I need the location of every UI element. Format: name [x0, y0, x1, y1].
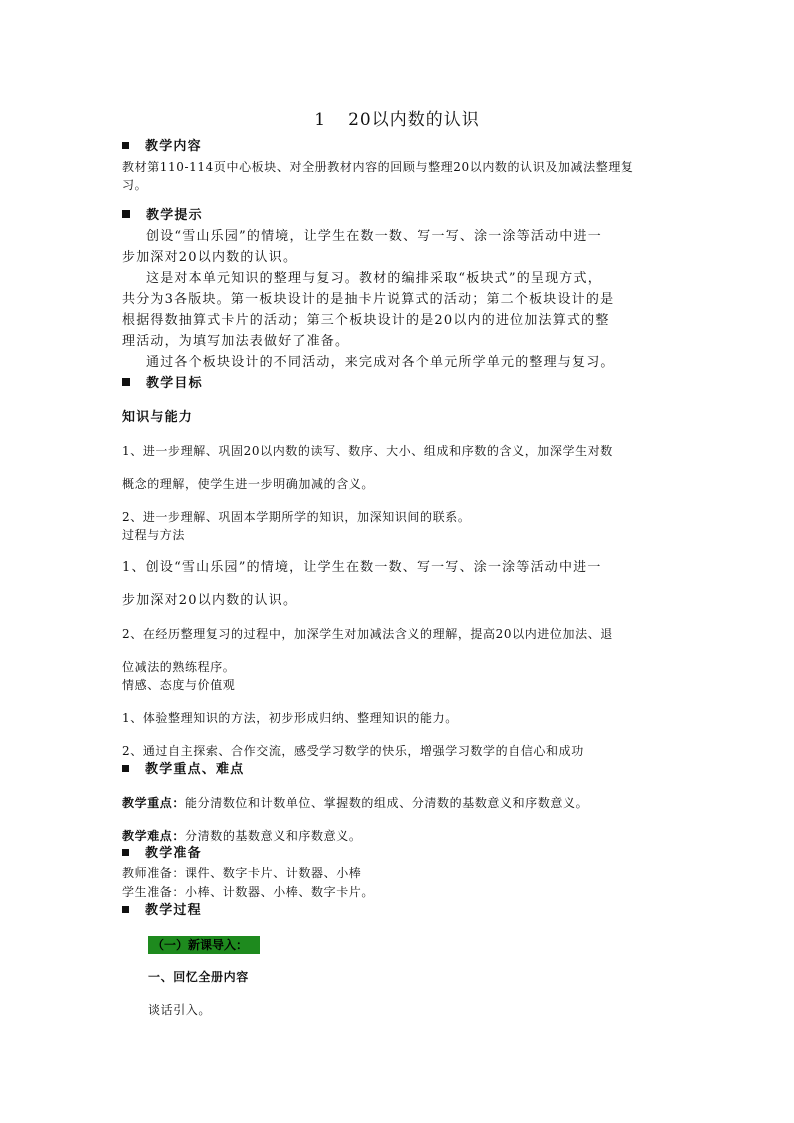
keypoint-text: 能分清数位和计数单位、掌握数的组成、分清数的基数意义和序数意义。: [185, 796, 589, 810]
emotion-line-2: 2、通过自主探索、合作交流，感受学习数学的快乐，增强学习数学的自信心和成功: [122, 744, 584, 758]
step1-subheading: 一、回忆全册内容: [148, 970, 249, 984]
bullet-icon: [122, 765, 129, 772]
tips-line-1: 创设“雪山乐园”的情境，让学生在数一数、写一写、涂一涂等活动中进一: [146, 229, 602, 244]
heading-prep: 教学准备: [122, 846, 202, 862]
content-line-2: 习。: [122, 178, 148, 192]
heading-process: 过程与方法: [122, 528, 186, 542]
tips-line-5: 根据得数抽算式卡片的活动；第三个板块设计的是20以内的进位加法算式的整: [122, 313, 610, 328]
bullet-icon: [122, 142, 129, 149]
title-text: 20以内数的认识: [348, 110, 480, 130]
heading-goals: 教学目标: [122, 376, 203, 392]
keypoint-line: [122, 795, 588, 811]
knowledge-line-2: 概念的理解，使学生进一步明确加减的含义。: [122, 477, 375, 491]
heading-emotion: 情感、态度与价值观: [122, 678, 236, 692]
difficulty-text: 分清数的基数意义和序数意义。: [185, 829, 362, 843]
bullet-icon: [122, 906, 129, 913]
heading-content: 教学内容: [122, 139, 202, 155]
tips-line-6: 理活动，为填写加法表做好了准备。: [122, 334, 350, 349]
knowledge-line-1: 1、进一步理解、巩固20以内数的读写、数序、大小、组成和序数的含义，加深学生对数: [122, 444, 613, 458]
prep-student: 学生准备：小棒、计数器、小棒、数字卡片。: [122, 885, 375, 899]
content-line-1: 教材第110-114页中心板块、对全册教材内容的回顾与整理20以内数的认识及加减法整理复: [122, 160, 634, 174]
heading-tips: 教学提示: [122, 208, 203, 224]
tips-line-3: 这是对本单元知识的整理与复习。教材的编排采取“板块式”的呈现方式，: [146, 271, 602, 286]
emotion-line-1: 1、体验整理知识的方法，初步形成归纳、整理知识的能力。: [122, 711, 458, 725]
heading-keypoints: 教学重点、难点: [122, 762, 244, 778]
bullet-icon: [122, 849, 129, 856]
page-title: [0, 105, 794, 130]
title-number: 1: [314, 110, 327, 130]
bullet-icon: [122, 210, 130, 218]
tips-line-4: 共分为3各版块。第一板块设计的是抽卡片说算式的活动；第二个板块设计的是: [122, 292, 615, 307]
step1-text: 谈话引入。: [148, 1003, 212, 1017]
process-line-1: 1、创设“雪山乐园”的情境，让学生在数一数、写一写、涂一涂等活动中进一: [122, 560, 602, 575]
knowledge-line-3: 2、进一步理解、巩固本学期所学的知识，加深知识间的联系。: [122, 510, 471, 524]
difficulty-line: [122, 828, 361, 844]
tips-line-2: 步加深对20以内数的认识。: [122, 250, 298, 265]
tips-line-7: 通过各个板块设计的不同活动，来完成对各个单元所学单元的整理与复习。: [146, 355, 615, 370]
bullet-icon: [122, 378, 130, 386]
difficulty-label: 教学难点：: [122, 829, 186, 843]
step1-tag: （一）新课导入：: [148, 936, 260, 954]
process-line-3: 2、在经历整理复习的过程中，加深学生对加减法含义的理解，提高20以内进位加法、退: [122, 627, 613, 641]
prep-teacher: 教师准备：课件、数字卡片、计数器、小棒: [122, 866, 362, 880]
heading-knowledge: 知识与能力: [122, 410, 194, 425]
process-line-2: 步加深对20以内数的认识。: [122, 593, 298, 608]
process-line-4: 位减法的熟练程序。: [122, 660, 236, 674]
heading-teaching-process: 教学过程: [122, 903, 202, 919]
keypoint-label: 教学重点：: [122, 796, 186, 810]
